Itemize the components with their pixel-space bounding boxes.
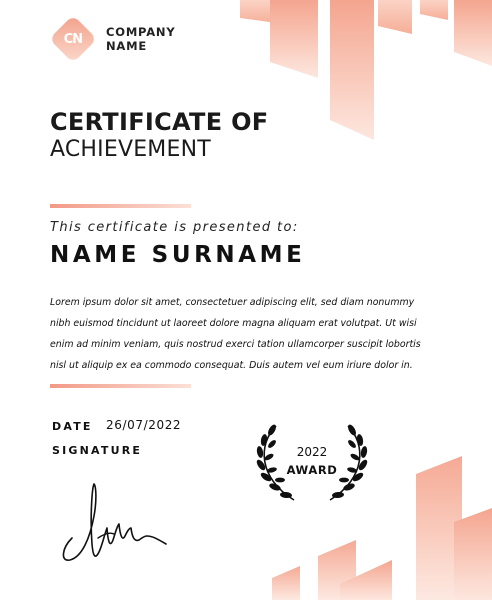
body-line: enim ad minim veniam, quis nostrud exerci tation ullamcorper suscipit lobortis (50, 339, 421, 350)
logo-initials: CN (63, 31, 83, 47)
signature-image (58, 478, 178, 568)
deco-shape (416, 456, 462, 600)
recipient-name: NAME SURNAME (50, 242, 306, 268)
company-name (106, 25, 176, 53)
deco-shape (330, 0, 374, 140)
logo-icon (49, 15, 97, 63)
divider-bottom (50, 384, 191, 388)
deco-shape (454, 0, 492, 66)
presented-text: This certificate is presented to: (50, 220, 299, 235)
company-logo (50, 22, 176, 56)
company-name-line2: NAME (106, 39, 148, 53)
award-badge (252, 420, 372, 510)
deco-shape (454, 508, 492, 600)
body-line: Lorem ipsum dolor sit amet, consectetuer adipiscing elit, sed diam nonummy (50, 297, 415, 308)
deco-shape (240, 0, 284, 24)
body-line: nisl ut aliquip ex ea commodo consequat. Duis autem vel eum iriure dolor in. (50, 360, 413, 371)
deco-shape (340, 560, 392, 600)
deco-shape (270, 0, 318, 78)
deco-shape (420, 0, 448, 20)
award-label: AWARD (286, 463, 338, 477)
certificate-title: CERTIFICATE OF (50, 108, 269, 136)
deco-shape (318, 540, 356, 600)
body-text (50, 292, 442, 376)
body-line: nibh euismod tincidunt ut laoreet dolore magna aliquam erat volutpat. Ut wisi (50, 318, 417, 329)
deco-shape (272, 566, 300, 600)
award-year: 2022 (296, 445, 328, 459)
date-label: DATE (52, 420, 93, 433)
divider-top (50, 204, 191, 208)
signature-label: SIGNATURE (52, 444, 143, 457)
company-name-line1: COMPANY (106, 25, 176, 39)
certificate-subtitle: ACHIEVEMENT (50, 137, 211, 162)
date-value: 26/07/2022 (106, 418, 182, 432)
deco-shape (378, 0, 412, 34)
